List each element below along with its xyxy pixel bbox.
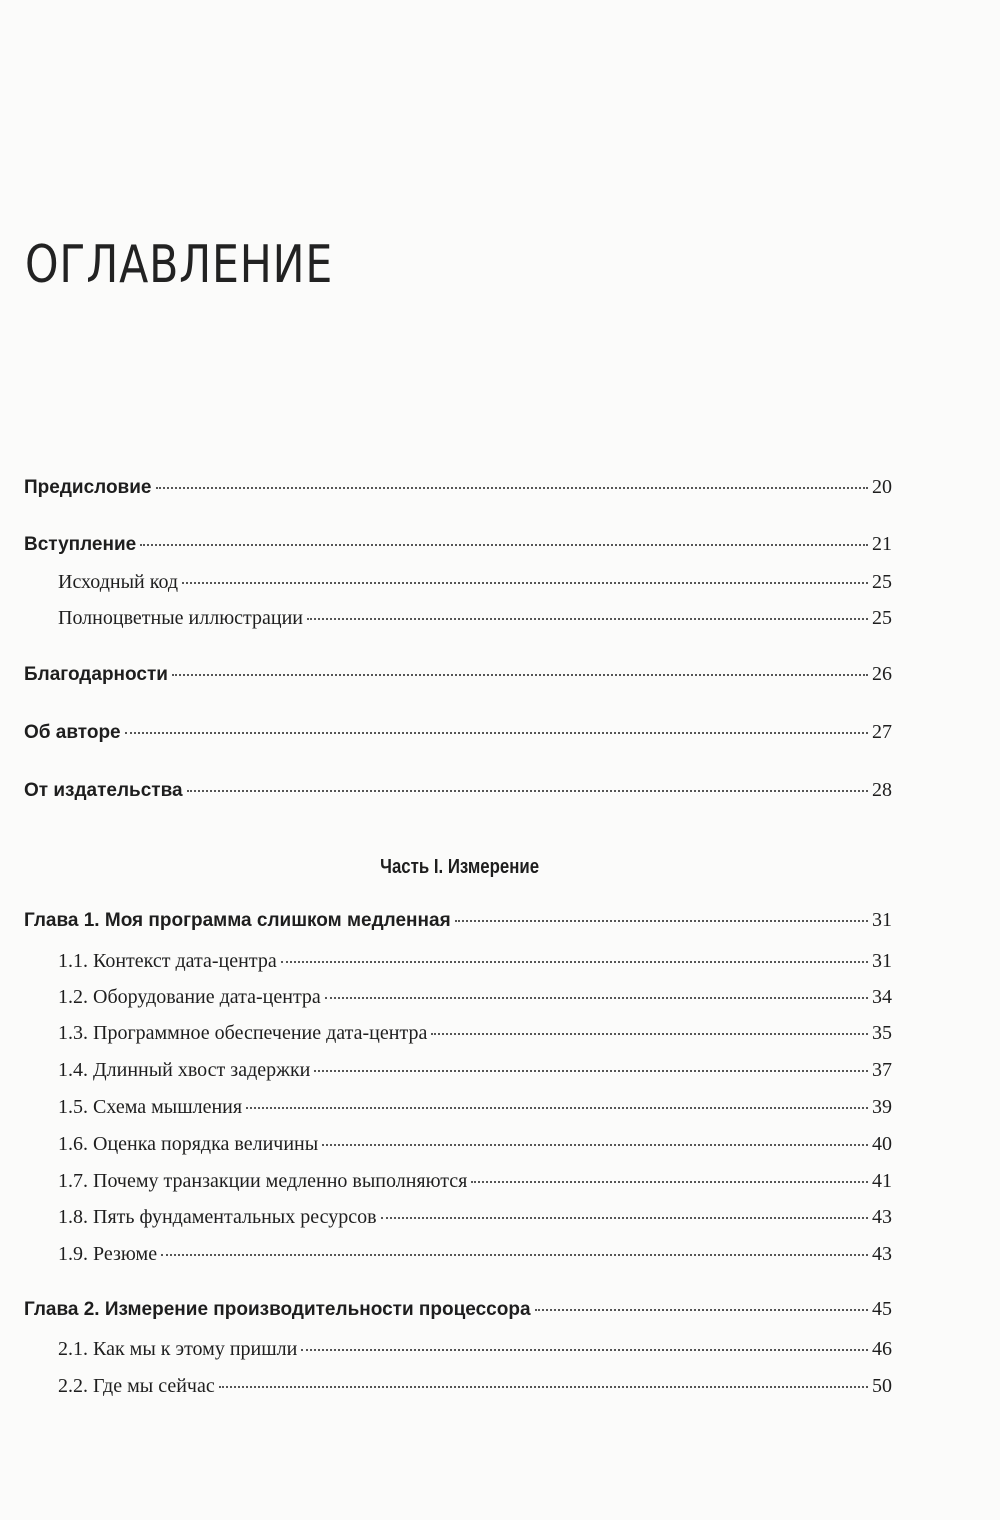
toc-entry-chapter-1[interactable]	[24, 909, 892, 932]
toc-entry-about-author[interactable]	[24, 721, 892, 744]
dot-leader	[471, 1181, 868, 1183]
toc-entry-section-1-8[interactable]	[58, 1206, 892, 1229]
dot-leader	[182, 582, 868, 584]
toc-entry-label: 1.5. Схема мышления	[58, 1096, 243, 1118]
toc-entry-label: Предисловие	[24, 477, 152, 498]
toc-entry-color-illustrations[interactable]	[58, 607, 892, 630]
toc-entry-label: Об авторе	[24, 722, 121, 743]
dot-leader	[140, 544, 868, 546]
toc-entry-page: 25	[872, 571, 892, 593]
toc-entry-section-1-9[interactable]	[58, 1243, 892, 1266]
toc-entry-section-1-2[interactable]	[58, 986, 892, 1009]
toc-entry-label: 2.2. Где мы сейчас	[58, 1375, 215, 1397]
toc-entry-section-2-1[interactable]	[58, 1338, 892, 1361]
toc-entry-preface[interactable]	[24, 476, 892, 499]
dot-leader	[187, 790, 868, 792]
toc-entry-page: 21	[872, 533, 892, 555]
toc-entry-page: 43	[872, 1206, 892, 1228]
toc-entry-acknowledgements[interactable]	[24, 663, 892, 686]
toc-entry-page: 26	[872, 663, 892, 685]
toc-entry-page: 43	[872, 1243, 892, 1265]
page-title: ОГЛАВЛЕНИЕ	[25, 235, 334, 295]
toc-entry-label: 1.8. Пять фундаментальных ресурсов	[58, 1206, 377, 1228]
toc-entry-section-1-4[interactable]	[58, 1059, 892, 1082]
toc-entry-label: 1.9. Резюме	[58, 1243, 158, 1265]
toc-entry-label: Глава 1. Моя программа слишком медленная	[24, 910, 451, 931]
toc-entry-label: 1.3. Программное обеспечение дата-центра	[58, 1022, 428, 1044]
part-heading: Часть I. Измерение	[380, 856, 540, 878]
dot-leader	[314, 1070, 868, 1072]
toc-entry-section-2-2[interactable]	[58, 1375, 892, 1398]
dot-leader	[325, 997, 868, 999]
toc-entry-section-1-7[interactable]	[58, 1170, 892, 1193]
dot-leader	[301, 1349, 868, 1351]
toc-entry-page: 25	[872, 607, 892, 629]
toc-entry-label: Глава 2. Измерение производительности процессора	[24, 1299, 531, 1320]
dot-leader	[219, 1386, 868, 1388]
dot-leader	[307, 618, 868, 620]
toc-entry-chapter-2[interactable]	[24, 1298, 892, 1321]
toc-entry-page: 37	[872, 1059, 892, 1081]
toc-entry-label: 1.1. Контекст дата-центра	[58, 950, 277, 972]
toc-entry-from-publisher[interactable]	[24, 779, 892, 802]
toc-entry-label: Полноцветные иллюстрации	[58, 607, 303, 629]
toc-entry-label: Вступление	[24, 534, 137, 555]
toc-entry-label: Благодарности	[24, 664, 168, 685]
toc-entry-label: 1.2. Оборудование дата-центра	[58, 986, 321, 1008]
dot-leader	[156, 487, 869, 489]
dot-leader	[161, 1254, 868, 1256]
toc-entry-page: 28	[872, 779, 892, 801]
toc-entry-label: 1.7. Почему транзакции медленно выполняются	[58, 1170, 468, 1192]
dot-leader	[125, 732, 868, 734]
toc-entry-label: 2.1. Как мы к этому пришли	[58, 1338, 298, 1360]
dot-leader	[455, 920, 868, 922]
toc-entry-label: 1.4. Длинный хвост задержки	[58, 1059, 311, 1081]
toc-entry-page: 39	[872, 1096, 892, 1118]
toc-entry-section-1-3[interactable]	[58, 1022, 892, 1045]
dot-leader	[535, 1309, 868, 1311]
toc-entry-section-1-1[interactable]	[58, 950, 892, 973]
toc-entry-page: 31	[872, 909, 892, 931]
dot-leader	[381, 1217, 868, 1219]
toc-entry-section-1-6[interactable]	[58, 1133, 892, 1156]
toc-entry-label: От издательства	[24, 780, 183, 801]
toc-entry-introduction[interactable]	[24, 533, 892, 556]
toc-entry-page: 27	[872, 721, 892, 743]
toc-entry-page: 41	[872, 1170, 892, 1192]
dot-leader	[281, 961, 868, 963]
toc-entry-label: Исходный код	[58, 571, 179, 593]
toc-entry-page: 40	[872, 1133, 892, 1155]
toc-entry-page: 46	[872, 1338, 892, 1360]
toc-entry-page: 20	[872, 476, 892, 498]
dot-leader	[322, 1144, 868, 1146]
toc-entry-page: 31	[872, 950, 892, 972]
toc-entry-page: 35	[872, 1022, 892, 1044]
toc-entry-page: 34	[872, 986, 892, 1008]
toc-entry-source-code[interactable]	[58, 571, 892, 594]
toc-entry-section-1-5[interactable]	[58, 1096, 892, 1119]
toc-entry-page: 45	[872, 1298, 892, 1320]
dot-leader	[246, 1107, 868, 1109]
toc-entry-page: 50	[872, 1375, 892, 1397]
dot-leader	[172, 674, 868, 676]
toc-entry-label: 1.6. Оценка порядка величины	[58, 1133, 319, 1155]
dot-leader	[431, 1033, 868, 1035]
